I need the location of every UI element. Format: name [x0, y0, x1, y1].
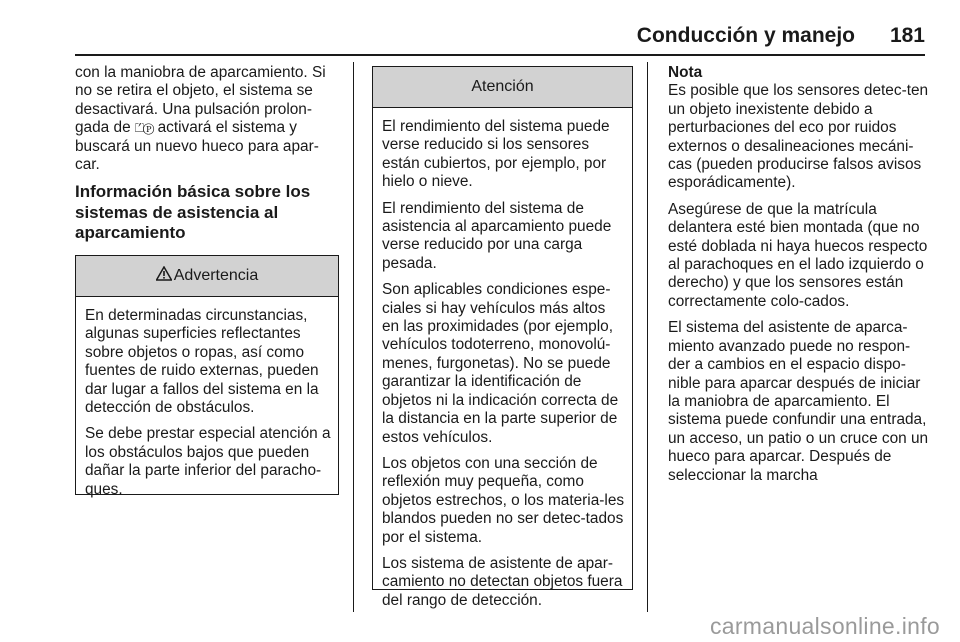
column-divider-left: [353, 62, 354, 612]
header-rule: [75, 54, 925, 56]
warning-header: [76, 256, 338, 297]
warning-box: [75, 255, 339, 498]
note-label: Nota: [668, 64, 703, 81]
intro-text-a: con la maniobra de aparcamiento. Si no se retira el objeto, el sistema se desactivará. Una pulsación prolon-gada de: [75, 64, 326, 137]
body-paragraph: Asegúrese de que la matrícula delantera esté bien montada (que no esté doblada ni haya huecos respecto al parachoques en el lado izquierdo o derecho) y que los sensores están correctamente colo-cados.: [668, 200, 928, 310]
attention-paragraph: El rendimiento del sistema puede verse reducido si los sensores están cubiertos, por ejemplo, por hielo o nieve.: [382, 118, 610, 191]
parking-button-symbol: ⏍Ⓟ: [134, 121, 154, 136]
warning-paragraph: En determinadas circunstancias, algunas superficies reflectantes sobre objetos o ropas, así como fuentes de ruido externas, pueden dar lugar a fallos del sistema en la detección de obstáculos.: [85, 307, 319, 417]
attention-paragraph: Los objetos con una sección de reflexión muy pequeña, como objetos estrechos, o los materia-les blandos pueden no ser detec-tados por el sistema.: [382, 454, 625, 546]
warning-body: [76, 297, 338, 513]
page-header: [75, 24, 925, 50]
column-1: [75, 64, 343, 258]
page-number: 181: [889, 24, 925, 47]
note-paragraph: Es posible que los sensores detec-ten un objeto inexistente debido a perturbaciones del eco por ruidos externos o desalineaciones mecáni-cas (pueden producirse falsos avisos esporádicamente).: [668, 82, 929, 192]
warning-title: Advertencia: [173, 267, 259, 284]
body-paragraph: El sistema del asistente de aparca-miento avanzado puede no respon-der a cambios en el espacio dispo-nible para aparcar después de iniciar la maniobra de aparcamiento. El sistema puede confundir una entrada, un acceso, un patio o un cruce con un hueco para aparcar. Después de seleccionar la marcha: [668, 319, 929, 484]
intro-paragraph: [75, 64, 343, 174]
warning-triangle-icon: [156, 266, 172, 286]
warning-paragraph: Se debe prestar especial atención a los obstáculos bajos que pueden dañar la parte inferior del paracho-ques.: [85, 425, 331, 498]
section-heading: Información básica sobre los sistemas de asistencia al aparcamiento: [75, 182, 311, 243]
attention-body: [373, 108, 632, 624]
watermark: carmanualsonline.info: [709, 613, 940, 639]
intro-text-b: activará el sistema y buscará un nuevo hueco para apar-car.: [75, 119, 319, 174]
attention-paragraph: Los sistema de asistente de apar-camiento no detectan objetos fuera del rango de detección.: [382, 554, 623, 609]
attention-paragraph: Son aplicables condiciones espe-ciales si hay vehículos más altos en las proximidades (por ejemplo, vehículos todoterreno, monovolú-menes, furgonetas). No se puede garantizar la identificación de objetos ni la indicación correcta de la distancia en la parte superior de estos vehículos.: [382, 281, 619, 446]
attention-title: Atención: [471, 78, 534, 95]
page-title: Conducción y manejo: [636, 24, 855, 47]
column-3: [668, 64, 930, 493]
attention-box: [372, 66, 633, 609]
column-divider-right: [647, 62, 648, 612]
attention-paragraph: El rendimiento del sistema de asistencia al aparcamiento puede verse reducido por una carga pesada.: [382, 199, 612, 272]
attention-header: [373, 67, 632, 108]
